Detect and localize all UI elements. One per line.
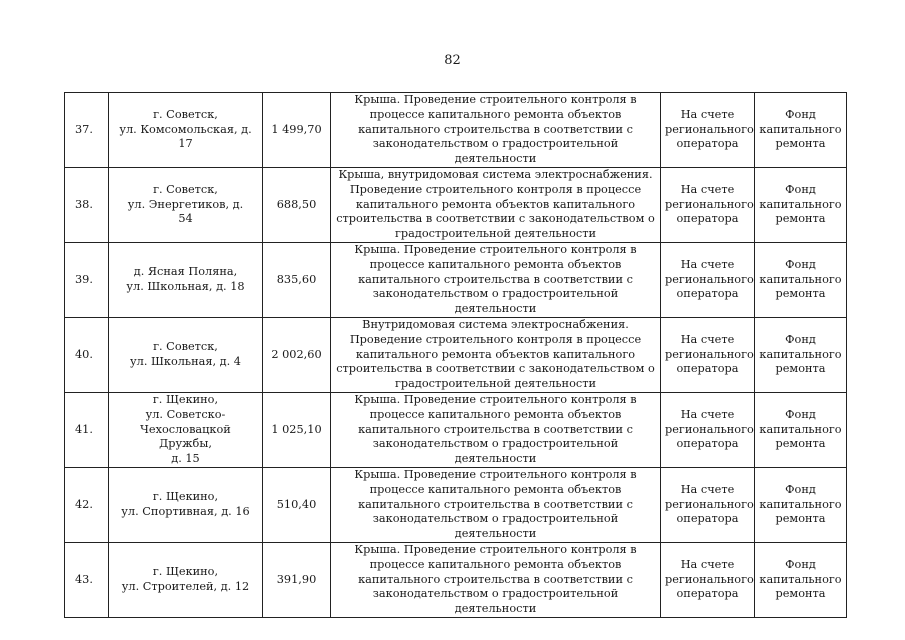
table-row — [65, 242, 847, 317]
funding-source-cell: Фонд капитального ремонта — [755, 392, 847, 467]
cost-cell: 510,40 — [263, 467, 331, 542]
address-cell: г. Щекино, ул. Советско- Чехословацкой Дружбы, д. 15 — [109, 392, 263, 467]
address-cell: г. Щекино, ул. Спортивная, д. 16 — [109, 467, 263, 542]
row-number-cell: 42. — [65, 467, 109, 542]
funding-source-cell: Фонд капитального ремонта — [755, 317, 847, 392]
row-number-cell: 41. — [65, 392, 109, 467]
account-cell: На счете регионального оператора — [661, 467, 755, 542]
table-row — [65, 167, 847, 242]
row-number-cell: 40. — [65, 317, 109, 392]
table-row — [65, 392, 847, 467]
address-cell: г. Щекино, ул. Строителей, д. 12 — [109, 542, 263, 617]
address-cell: г. Советск, ул. Школьная, д. 4 — [109, 317, 263, 392]
funding-source-cell: Фонд капитального ремонта — [755, 542, 847, 617]
cost-cell: 2 002,60 — [263, 317, 331, 392]
account-cell: На счете регионального оператора — [661, 93, 755, 168]
address-cell: д. Ясная Поляна, ул. Школьная, д. 18 — [109, 242, 263, 317]
account-cell: На счете регионального оператора — [661, 392, 755, 467]
cost-cell: 835,60 — [263, 242, 331, 317]
cost-cell: 1 025,10 — [263, 392, 331, 467]
row-number-cell: 38. — [65, 167, 109, 242]
address-cell: г. Советск, ул. Энергетиков, д. 54 — [109, 167, 263, 242]
table-row — [65, 542, 847, 617]
cost-cell: 688,50 — [263, 167, 331, 242]
account-cell: На счете регионального оператора — [661, 317, 755, 392]
work-description-cell: Крыша. Проведение строительного контроля в процессе капитального ремонта объектов капитального строительства в соответствии с законодательством о градостроительной деятельности — [331, 467, 661, 542]
repair-table — [64, 92, 847, 618]
work-description-cell: Внутридомовая система электроснабжения. Проведение строительного контроля в процессе капитального ремонта объектов капитального строительства в соответствии с законодательством о градостроительной деятельности — [331, 317, 661, 392]
page-number: 82 — [444, 53, 461, 68]
funding-source-cell: Фонд капитального ремонта — [755, 93, 847, 168]
address-cell: г. Советск, ул. Комсомольская, д. 17 — [109, 93, 263, 168]
cost-cell: 391,90 — [263, 542, 331, 617]
table-row — [65, 467, 847, 542]
account-cell: На счете регионального оператора — [661, 167, 755, 242]
table-row — [65, 93, 847, 168]
row-number-cell: 37. — [65, 93, 109, 168]
work-description-cell: Крыша, внутридомовая система электроснабжения. Проведение строительного контроля в процессе капитального ремонта объектов капитального строительства в соответствии с законодательством о градостроительной деятельности — [331, 167, 661, 242]
work-description-cell: Крыша. Проведение строительного контроля в процессе капитального ремонта объектов капитального строительства в соответствии с законодательством о градостроительной деятельности — [331, 392, 661, 467]
funding-source-cell: Фонд капитального ремонта — [755, 242, 847, 317]
account-cell: На счете регионального оператора — [661, 542, 755, 617]
account-cell: На счете регионального оператора — [661, 242, 755, 317]
row-number-cell: 43. — [65, 542, 109, 617]
work-description-cell: Крыша. Проведение строительного контроля в процессе капитального ремонта объектов капитального строительства в соответствии с законодательством о градостроительной деятельности — [331, 242, 661, 317]
work-description-cell: Крыша. Проведение строительного контроля в процессе капитального ремонта объектов капитального строительства в соответствии с законодательством о градостроительной деятельности — [331, 542, 661, 617]
work-description-cell: Крыша. Проведение строительного контроля в процессе капитального ремонта объектов капитального строительства в соответствии с законодательством о градостроительной деятельности — [331, 93, 661, 168]
funding-source-cell: Фонд капитального ремонта — [755, 167, 847, 242]
table-body — [65, 93, 847, 618]
row-number-cell: 39. — [65, 242, 109, 317]
cost-cell: 1 499,70 — [263, 93, 331, 168]
table-row — [65, 317, 847, 392]
funding-source-cell: Фонд капитального ремонта — [755, 467, 847, 542]
